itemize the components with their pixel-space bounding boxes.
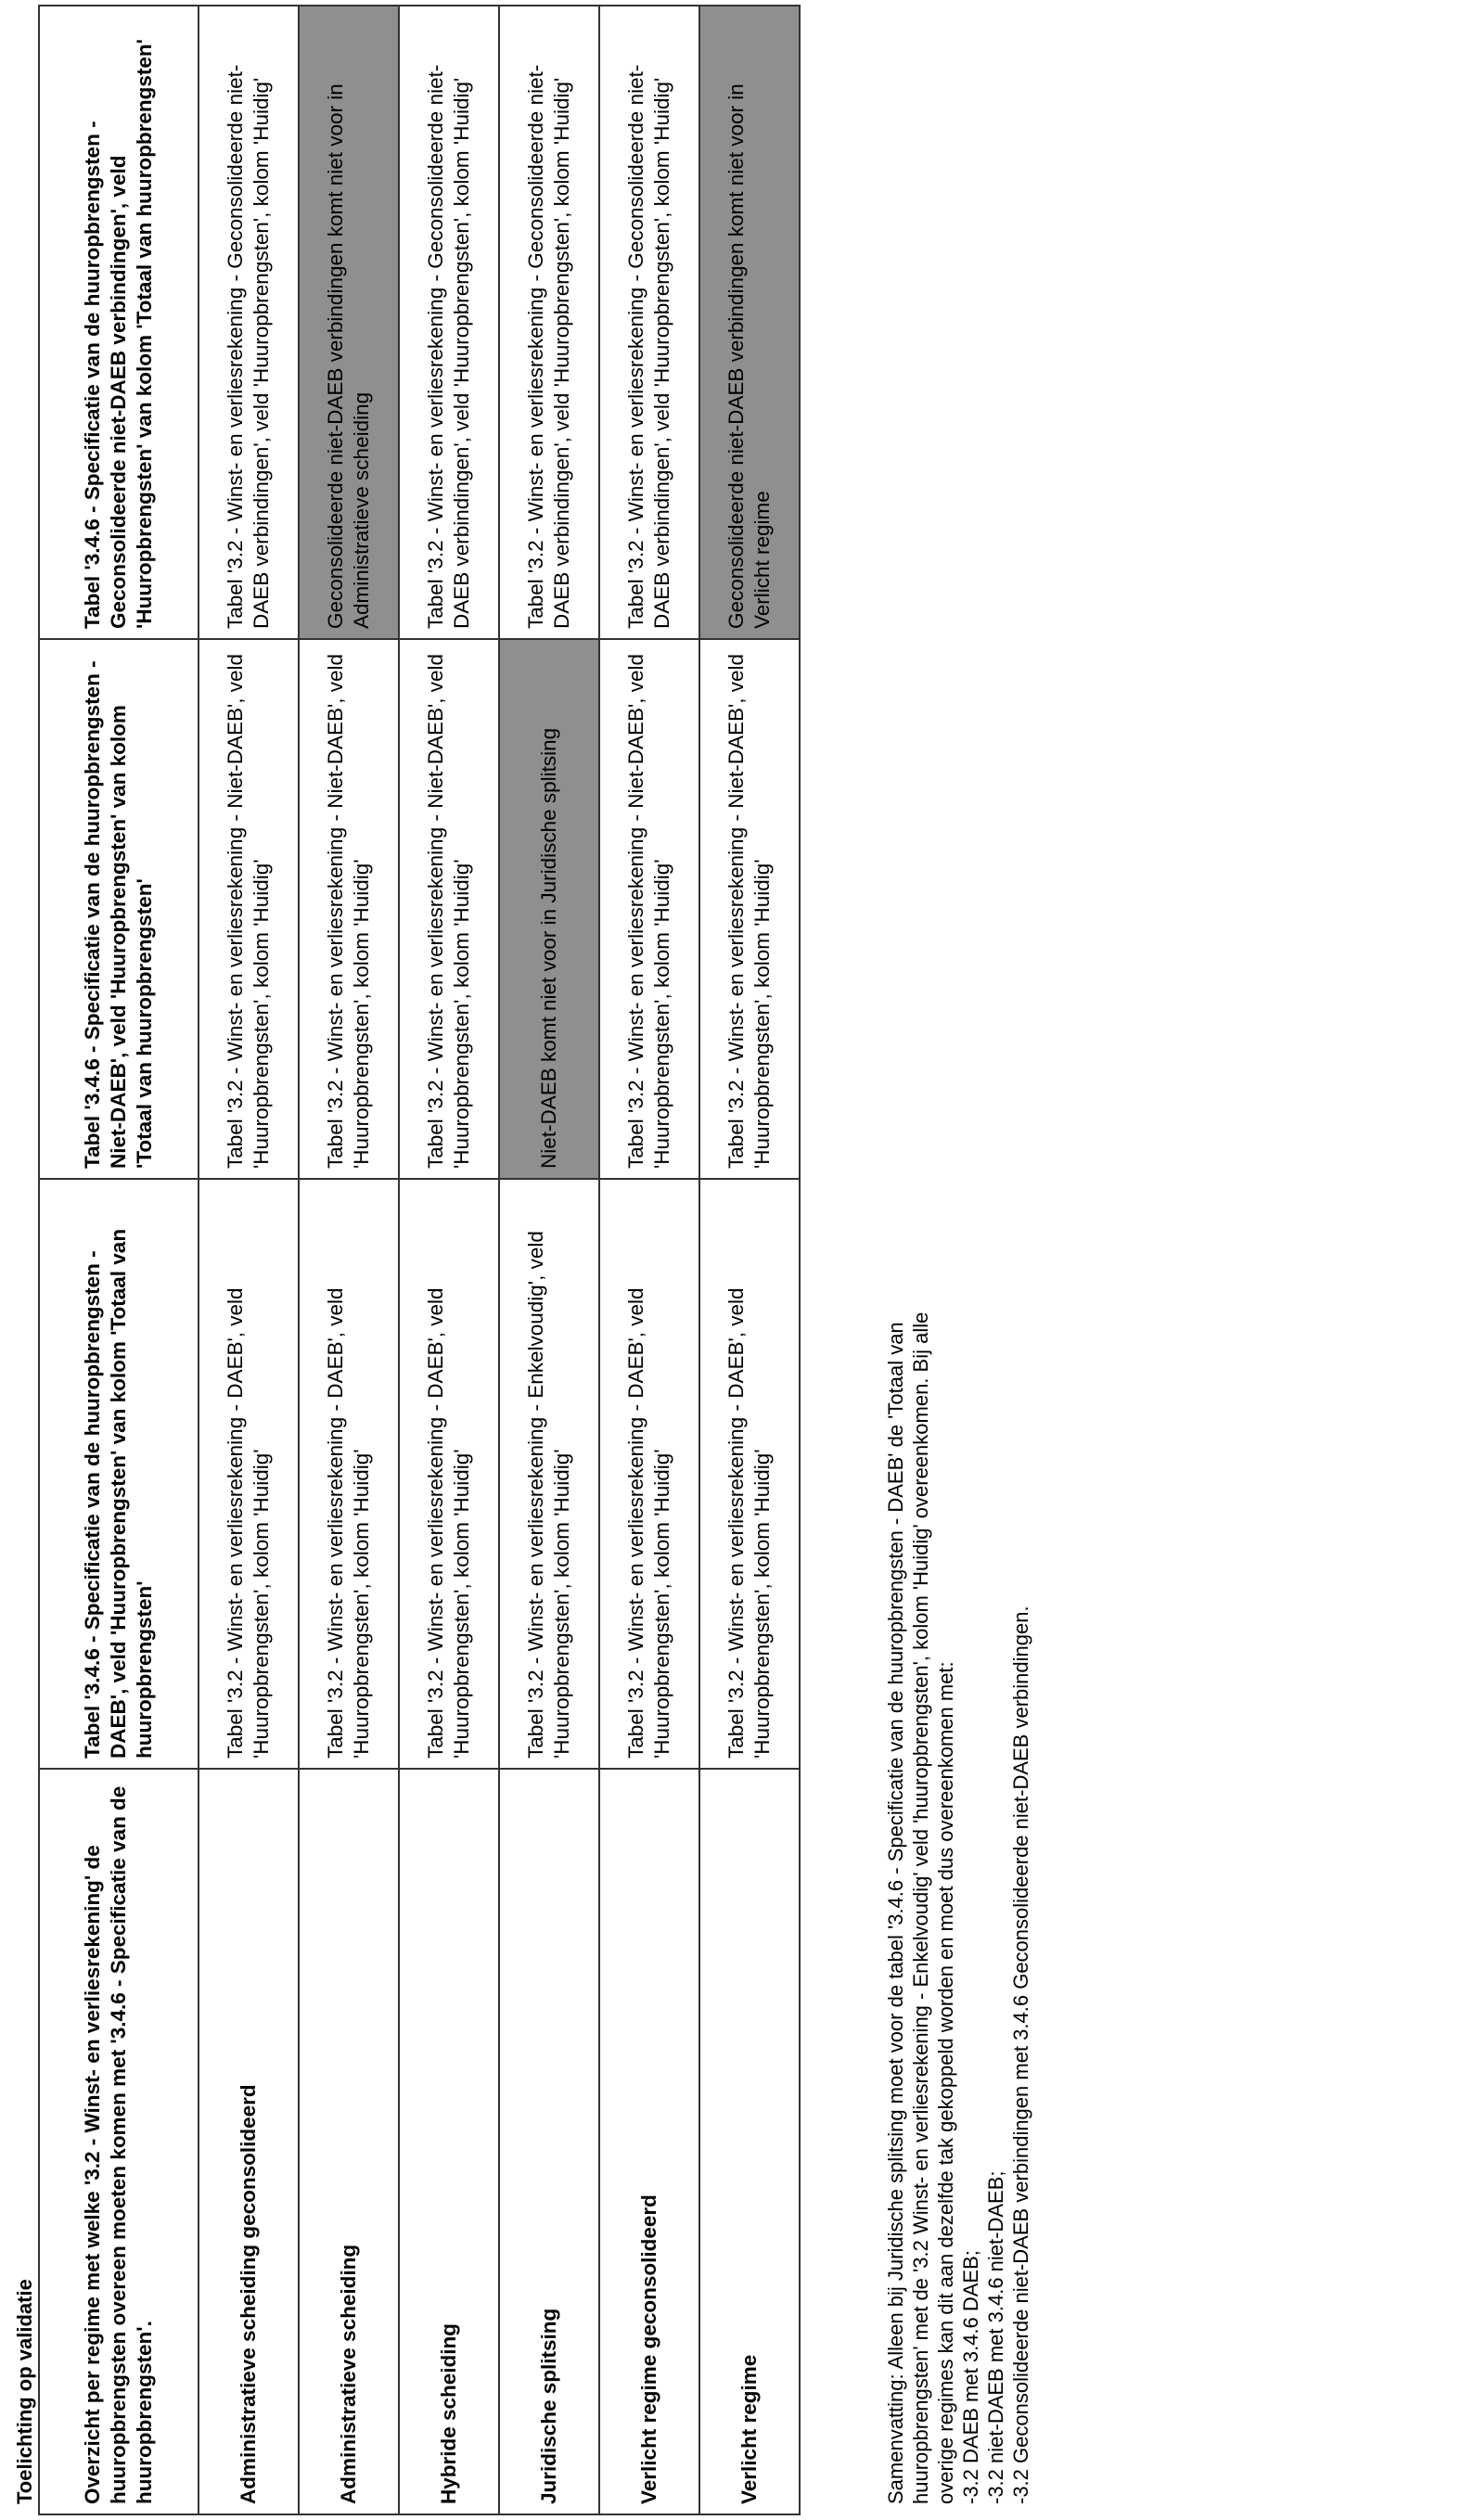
daeb-cell: Tabel '3.2 - Winst- en verliesrekening - DAEB', veld 'Huuropbrengsten', kolom 'Huidig' (399, 1179, 499, 1769)
summary-list-item: -3.2 Geconsolideerde niet-DAEB verbindingen met 3.4.6 Geconsolideerde niet-DAEB verbindingen. (1009, 1605, 1032, 2504)
regime-cell: Hybride scheiding (399, 1769, 499, 2514)
daeb-cell: Tabel '3.2 - Winst- en verliesrekening - DAEB', veld 'Huuropbrengsten', kolom 'Huidig' (199, 1179, 299, 1769)
daeb-cell: Tabel '3.2 - Winst- en verliesrekening - Enkelvoudig', veld 'Huuropbrengsten', kolom 'Huidig' (499, 1179, 599, 1769)
regime-mapping-table (38, 5, 801, 2515)
niet-daeb-cell: Tabel '3.2 - Winst- en verliesrekening - Niet-DAEB', veld 'Huuropbrengsten', kolom 'Huidig' (299, 639, 399, 1179)
summary-list-item: -3.2 niet-DAEB met 3.4.6 niet-DAEB; (984, 2170, 1007, 2504)
header-cell-regime-overview: Overzicht per regime met welke '3.2 - Winst- en verliesrekening' de huuropbrengsten overeen moeten komen met '3.4.6 - Specificatie van de huuropbrengsten'. (39, 1769, 199, 2514)
geconsolideerd-cell-not-applicable: Geconsolideerde niet-DAEB verbindingen komt niet voor in Administratieve scheiding (299, 6, 399, 639)
geconsolideerd-cell: Tabel '3.2 - Winst- en verliesrekening - Geconsolideerde niet-DAEB verbindingen', veld 'Huuropbrengsten', kolom 'Huidig' (499, 6, 599, 639)
niet-daeb-cell: Tabel '3.2 - Winst- en verliesrekening - Niet-DAEB', veld 'Huuropbrengsten', kolom 'Huidig' (599, 639, 699, 1179)
geconsolideerd-cell: Tabel '3.2 - Winst- en verliesrekening - Geconsolideerde niet-DAEB verbindingen', veld 'Huuropbrengsten', kolom 'Huidig' (199, 6, 299, 639)
table-header-row (39, 6, 199, 2514)
niet-daeb-cell-not-applicable: Niet-DAEB komt niet voor in Juridische splitsing (499, 639, 599, 1179)
daeb-cell: Tabel '3.2 - Winst- en verliesrekening - DAEB', veld 'Huuropbrengsten', kolom 'Huidig' (599, 1179, 699, 1769)
niet-daeb-cell: Tabel '3.2 - Winst- en verliesrekening - Niet-DAEB', veld 'Huuropbrengsten', kolom 'Huidig' (399, 639, 499, 1179)
summary-line: overige regimes kan dit aan dezelfde tak gekoppeld worden en moet dus overeenkomen met: (934, 1661, 957, 2504)
regime-cell: Juridische splitsing (499, 1769, 599, 2514)
geconsolideerd-cell: Tabel '3.2 - Winst- en verliesrekening - Geconsolideerde niet-DAEB verbindingen', veld 'Huuropbrengsten', kolom 'Huidig' (599, 6, 699, 639)
summary-paragraph (883, 1312, 1033, 2504)
table-row (599, 6, 699, 2514)
regime-cell: Administratieve scheiding (299, 1769, 399, 2514)
regime-cell: Verlicht regime (699, 1769, 800, 2514)
section-title: Toelichting op validatie (13, 2279, 36, 2504)
summary-line: Samenvatting: Alleen bij Juridische splitsing moet voor de tabel '3.4.6 - Specificatie van de huuropbrengsten - DAEB' de 'Totaal van (884, 1322, 907, 2504)
header-cell-daeb: Tabel '3.4.6 - Specificatie van de huuropbrengsten - DAEB', veld 'Huuropbrengsten' van kolom 'Totaal van huuropbrengsten' (39, 1179, 199, 1769)
regime-cell: Verlicht regime geconsolideerd (599, 1769, 699, 2514)
geconsolideerd-cell: Tabel '3.2 - Winst- en verliesrekening - Geconsolideerde niet-DAEB verbindingen', veld 'Huuropbrengsten', kolom 'Huidig' (399, 6, 499, 639)
header-cell-niet-daeb: Tabel '3.4.6 - Specificatie van de huuropbrengsten - Niet-DAEB', veld 'Huuropbrengsten' van kolom 'Totaal van huuropbrengsten' (39, 639, 199, 1179)
regime-cell: Administratieve scheiding geconsolideerd (199, 1769, 299, 2514)
table-row (399, 6, 499, 2514)
summary-list-item: -3.2 DAEB met 3.4.6 DAEB; (959, 2250, 982, 2504)
daeb-cell: Tabel '3.2 - Winst- en verliesrekening - DAEB', veld 'Huuropbrengsten', kolom 'Huidig' (699, 1179, 800, 1769)
daeb-cell: Tabel '3.2 - Winst- en verliesrekening - DAEB', veld 'Huuropbrengsten', kolom 'Huidig' (299, 1179, 399, 1769)
table-row (199, 6, 299, 2514)
niet-daeb-cell: Tabel '3.2 - Winst- en verliesrekening - Niet-DAEB', veld 'Huuropbrengsten', kolom 'Huidig' (199, 639, 299, 1179)
table-row (699, 6, 800, 2514)
summary-line: huuropbrengsten' met de '3.2 Winst- en verliesrekening - Enkelvoudig' veld 'huuropbrengsten', kolom 'Huidig' overeenkomen. Bij alle (909, 1311, 932, 2504)
niet-daeb-cell: Tabel '3.2 - Winst- en verliesrekening - Niet-DAEB', veld 'Huuropbrengsten', kolom 'Huidig' (699, 639, 800, 1179)
table-row (299, 6, 399, 2514)
table-row (499, 6, 599, 2514)
geconsolideerd-cell-not-applicable: Geconsolideerde niet-DAEB verbindingen komt niet voor in Verlicht regime (699, 6, 800, 639)
header-cell-geconsolideerd: Tabel '3.4.6 - Specificatie van de huuropbrengsten - Geconsolideerde niet-DAEB verbindingen', veld 'Huuropbrengsten' van kolom 'Totaal van huuropbrengsten' (39, 6, 199, 639)
